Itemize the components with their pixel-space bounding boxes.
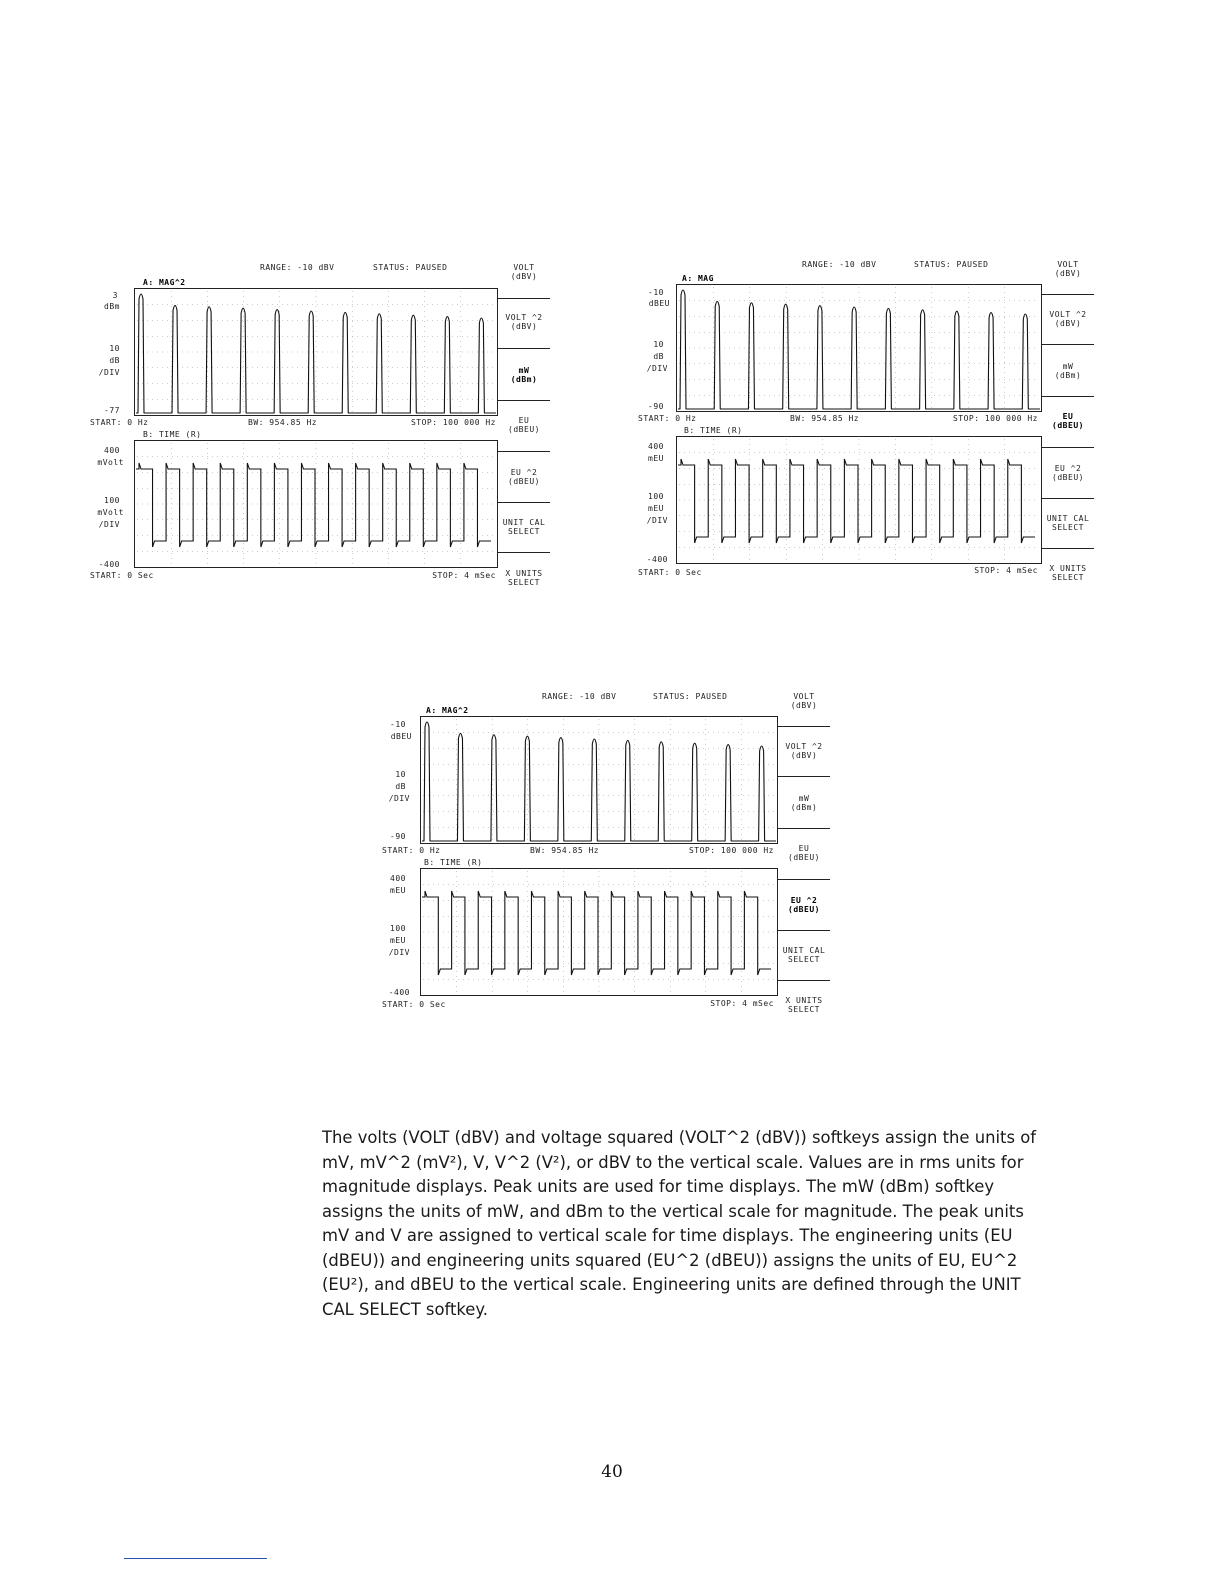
softkey-divider — [1042, 344, 1094, 345]
softkey-label-2: (dBm) — [790, 803, 818, 812]
softkey-label-2: (dBV) — [1054, 319, 1082, 328]
softkey-divider — [778, 879, 830, 880]
softkey-label-1: UNIT CAL — [502, 518, 546, 527]
softkey-label-1: UNIT CAL — [1046, 514, 1090, 523]
trace-a-stop: STOP: 100 000 Hz — [410, 418, 496, 427]
softkey-label-2: (dBV) — [1054, 269, 1082, 278]
softkey-eu-squared-dbeu[interactable] — [508, 468, 540, 486]
softkey-label-2: SELECT — [508, 527, 540, 536]
body-text: The volts (VOLT (dBV) and voltage squared (VOLT^2 (dBV)) softkeys assign the units of mV, mV^2 (mV²), V, V^2 (V²), or dBV to the vertical scale. Values are in rms units for magnitude displays. Peak units are used for time displays. The mW (dBm) softkey assigns the units of mW, and dBm to the vertical scale for magnitude. The peak units mV and V are assigned to vertical scale for time displays. The engineering units (EU (dBEU)) and engineering units squared (EU^2 (dBEU)) assigns the units of EU, EU^2 (EU²), and dBEU to the vertical scale. Engineering units are defined through the UNIT CAL SELECT softkey. — [322, 1128, 1037, 1319]
softkey-volt-squared-dbv[interactable] — [1049, 310, 1086, 328]
trace-a-stop: STOP: 100 000 Hz — [952, 414, 1038, 423]
trace-b-start: START: 0 Sec — [90, 571, 154, 580]
trace-b-ydiv-2: mEU — [390, 936, 406, 945]
trace-b-title: B: TIME (R) — [143, 430, 202, 439]
range-readout: RANGE: -10 dBV — [802, 260, 877, 269]
trace-b-plot — [677, 437, 1041, 563]
softkey-label-1: VOLT ^2 — [1049, 310, 1087, 319]
softkey-label-1: EU ^2 — [1054, 464, 1082, 473]
softkey-label-1: mW — [798, 794, 810, 803]
softkey-label-1: EU ^2 — [510, 468, 538, 477]
trace-a-bw: BW: 954.85 Hz — [248, 418, 318, 427]
range-readout: RANGE: -10 dBV — [542, 692, 617, 701]
softkey-divider — [498, 348, 550, 349]
softkey-divider — [1042, 396, 1094, 397]
softkey-label-2: (dBV) — [790, 701, 818, 710]
softkey-label-1: mW — [1062, 362, 1074, 371]
trace-a-ydiv-1: 10 — [653, 340, 664, 349]
softkey-label-1: VOLT ^2 — [785, 742, 823, 751]
trace-a-ytop-unit: dBEU — [390, 732, 412, 741]
trace-a-ytop: 3 — [112, 291, 118, 300]
softkey-divider — [498, 502, 550, 503]
softkey-eu-dbeu[interactable] — [508, 416, 540, 434]
trace-a-ydiv-3: /DIV — [646, 364, 668, 373]
softkey-label-1: VOLT — [793, 692, 815, 701]
trace-b-ydiv-3: /DIV — [388, 948, 410, 957]
softkey-label-2: (dBEU) — [1052, 473, 1084, 482]
trace-a-title: A: MAG — [682, 274, 714, 283]
trace-a-ydiv-3: /DIV — [388, 794, 410, 803]
trace-a-bw: BW: 954.85 Hz — [530, 846, 600, 855]
status-readout: STATUS: PAUSED — [653, 692, 728, 701]
softkey-label-2: (dBEU) — [788, 905, 820, 914]
softkey-divider — [778, 980, 830, 981]
softkey-divider — [778, 930, 830, 931]
trace-a-start: START: 0 Hz — [90, 418, 149, 427]
softkey-divider — [1042, 294, 1094, 295]
softkey-label-1: EU — [798, 844, 810, 853]
trace-b-ytop-1: 400 — [390, 874, 406, 883]
softkey-label-1: UNIT CAL — [782, 946, 826, 955]
trace-b-start: START: 0 Sec — [638, 568, 702, 577]
softkey-x-units-select[interactable] — [505, 569, 542, 587]
body-paragraph — [322, 1126, 1042, 1322]
trace-b-ytop-2: mEU — [648, 454, 664, 463]
trace-b-ybot: -400 — [388, 988, 410, 997]
softkey-x-units-select[interactable] — [1049, 564, 1086, 582]
trace-a-stop: STOP: 100 000 Hz — [688, 846, 774, 855]
trace-a-plot — [677, 285, 1041, 411]
trace-b-ybot: -400 — [646, 555, 668, 564]
softkey-volt-dbv[interactable] — [511, 263, 538, 281]
trace-b-ytop-1: 400 — [648, 442, 664, 451]
softkey-label-2: (dBV) — [510, 272, 538, 281]
trace-b-ydiv-1: 100 — [648, 492, 664, 501]
trace-b-ytop-2: mEU — [390, 886, 406, 895]
trace-b-title: B: TIME (R) — [684, 426, 743, 435]
softkey-eu-dbeu[interactable] — [788, 844, 820, 862]
footnote-rule — [124, 1558, 267, 1559]
trace-a-bw: BW: 954.85 Hz — [790, 414, 860, 423]
softkey-volt-squared-dbv[interactable] — [785, 742, 822, 760]
softkey-label-1: X UNITS — [505, 569, 543, 578]
trace-b-ydiv-3: /DIV — [98, 520, 120, 529]
softkey-unit-cal-select[interactable] — [1047, 514, 1090, 532]
trace-a-ydiv-2: dB — [653, 352, 664, 361]
softkey-label-2: SELECT — [508, 578, 540, 587]
softkey-label-1: VOLT ^2 — [505, 313, 543, 322]
trace-a-start: START: 0 Hz — [382, 846, 441, 855]
trace-a-ytop-unit: dBm — [104, 302, 120, 311]
analyzer-screen-bottom-center — [378, 690, 848, 1050]
softkey-eu-dbeu[interactable] — [1052, 412, 1084, 430]
softkey-label-1: EU — [518, 416, 530, 425]
softkey-mw-dbm[interactable] — [1055, 362, 1082, 380]
trace-a-ydiv-2: dB — [395, 782, 406, 791]
softkey-label-2: SELECT — [788, 1005, 820, 1014]
softkey-unit-cal-select[interactable] — [503, 518, 546, 536]
softkey-divider — [778, 828, 830, 829]
softkey-label-2: SELECT — [1052, 573, 1084, 582]
softkey-volt-dbv[interactable] — [1055, 260, 1082, 278]
trace-b-start: START: 0 Sec — [382, 1000, 446, 1009]
softkey-x-units-select[interactable] — [785, 996, 822, 1014]
trace-b-ydiv-1: 100 — [390, 924, 406, 933]
trace-a-ytop: -10 — [648, 288, 664, 297]
trace-a-title: A: MAG^2 — [426, 706, 469, 715]
page-number: 40 — [601, 1462, 623, 1482]
softkey-label-2: SELECT — [788, 955, 820, 964]
trace-a-ydiv-2: dB — [109, 356, 120, 365]
softkey-label-1: EU ^2 — [790, 896, 818, 905]
trace-b-ybot: -400 — [98, 560, 120, 569]
softkey-label-1: VOLT — [513, 263, 535, 272]
trace-a-ytop-unit: dBEU — [648, 299, 670, 308]
trace-a-graticule — [134, 288, 498, 416]
softkey-label-2: (dBEU) — [508, 425, 540, 434]
trace-b-ydiv-2: mVolt — [97, 508, 124, 517]
softkey-divider — [1042, 548, 1094, 549]
softkey-divider — [1042, 498, 1094, 499]
softkey-divider — [498, 298, 550, 299]
softkey-label-1: X UNITS — [1049, 564, 1087, 573]
softkey-label-2: (dBEU) — [508, 477, 540, 486]
trace-a-ybot: -77 — [104, 406, 120, 415]
trace-b-ydiv-1: 100 — [104, 496, 120, 505]
softkey-divider — [1042, 447, 1094, 448]
softkey-label-1: VOLT — [1057, 260, 1079, 269]
trace-a-graticule — [676, 284, 1042, 412]
softkey-label-1: X UNITS — [785, 996, 823, 1005]
softkey-label-2: (dBEU) — [1052, 421, 1084, 430]
trace-a-ydiv-3: /DIV — [98, 368, 120, 377]
trace-a-graticule — [420, 716, 778, 844]
trace-b-title: B: TIME (R) — [424, 858, 483, 867]
analyzer-screen-top-right — [634, 258, 1104, 618]
softkey-label-2: (dBV) — [510, 322, 538, 331]
trace-a-plot — [135, 289, 497, 415]
softkey-volt-squared-dbv[interactable] — [505, 313, 542, 331]
trace-a-title: A: MAG^2 — [143, 278, 186, 287]
softkey-label-1: EU — [1062, 412, 1074, 421]
softkey-unit-cal-select[interactable] — [783, 946, 826, 964]
trace-a-ybot: -90 — [390, 832, 406, 841]
analyzer-screen-top-left — [88, 258, 558, 618]
trace-b-stop: STOP: 4 mSec — [974, 566, 1038, 575]
softkey-divider — [778, 776, 830, 777]
softkey-label-2: (dBm) — [1054, 371, 1082, 380]
softkey-eu-squared-dbeu[interactable] — [788, 896, 820, 914]
softkey-label-2: (dBm) — [510, 375, 538, 384]
softkey-divider — [498, 451, 550, 452]
trace-a-ydiv-1: 10 — [395, 770, 406, 779]
softkey-label-2: (dBEU) — [788, 853, 820, 862]
trace-b-ytop-2: mVolt — [97, 458, 124, 467]
trace-b-ytop-1: 400 — [104, 446, 120, 455]
trace-b-ydiv-3: /DIV — [646, 516, 668, 525]
softkey-label-2: SELECT — [1052, 523, 1084, 532]
softkey-volt-dbv[interactable] — [791, 692, 818, 710]
softkey-divider — [498, 552, 550, 553]
trace-a-plot — [421, 717, 777, 843]
trace-b-plot — [135, 441, 497, 567]
trace-b-graticule — [134, 440, 498, 568]
status-readout: STATUS: PAUSED — [914, 260, 989, 269]
softkey-mw-dbm[interactable] — [791, 794, 818, 812]
trace-b-ydiv-2: mEU — [648, 504, 664, 513]
trace-a-ybot: -90 — [648, 402, 664, 411]
softkey-label-1: mW — [518, 366, 530, 375]
status-readout: STATUS: PAUSED — [373, 263, 448, 272]
trace-b-graticule — [676, 436, 1042, 564]
trace-b-plot — [421, 869, 777, 995]
trace-b-stop: STOP: 4 mSec — [432, 571, 496, 580]
softkey-eu-squared-dbeu[interactable] — [1052, 464, 1084, 482]
softkey-divider — [498, 400, 550, 401]
softkey-divider — [778, 726, 830, 727]
trace-a-ytop: -10 — [390, 720, 406, 729]
trace-b-stop: STOP: 4 mSec — [710, 999, 774, 1008]
softkey-label-2: (dBV) — [790, 751, 818, 760]
trace-b-graticule — [420, 868, 778, 996]
softkey-mw-dbm[interactable] — [511, 366, 538, 384]
range-readout: RANGE: -10 dBV — [260, 263, 335, 272]
trace-a-start: START: 0 Hz — [638, 414, 697, 423]
trace-a-ydiv-1: 10 — [109, 344, 120, 353]
